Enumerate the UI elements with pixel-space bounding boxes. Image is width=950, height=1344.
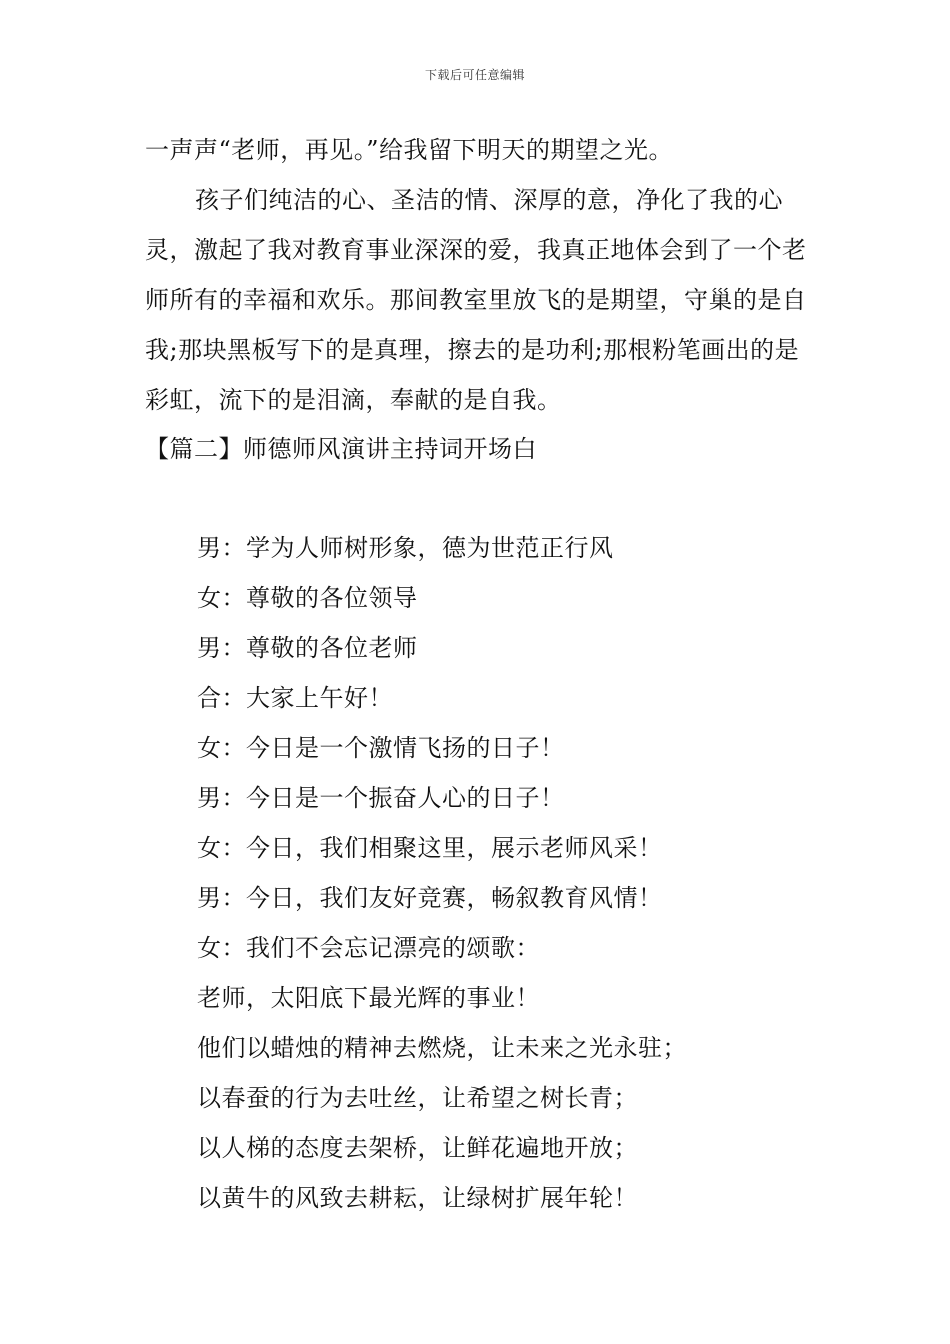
dialogue-line: 以人梯的态度去架桥，让鲜花遍地开放；	[197, 1134, 638, 1162]
page-header-note: 下载后可任意编辑	[424, 68, 525, 82]
dialogue-line: 女：我们不会忘记漂亮的颂歌：	[197, 934, 540, 962]
dialogue-line: 女：今日是一个激情飞扬的日子！	[197, 734, 565, 762]
paragraph-reflection-text: 孩子们纯洁的心、圣洁的情、深厚的意，净化了我的心灵，激起了我对教育事业深深的爱，我真正地体会到了一个老师所有的幸福和欢乐。那间教室里放飞的是期望，守巢的是自我;那块黑板写下的是真理，擦去的是功利;那根粉笔画出的是彩虹，流下的是泪滴，奉献的是自我。	[145, 186, 807, 414]
dialogue-line: 老师，太阳底下最光辉的事业！	[197, 984, 540, 1012]
paragraph-reflection	[145, 175, 810, 425]
host-dialogue-list	[197, 523, 687, 1223]
dialogue-line: 男：今日，我们友好竞赛，畅叙教育风情！	[197, 884, 663, 912]
dialogue-line: 以黄牛的风致去耕耘，让绿树扩展年轮！	[197, 1184, 638, 1212]
dialogue-line: 合：大家上午好！	[197, 684, 393, 712]
dialogue-line: 他们以蜡烛的精神去燃烧，让未来之光永驻；	[197, 1034, 687, 1062]
dialogue-line: 女：尊敬的各位领导	[197, 584, 418, 612]
dialogue-line: 男：学为人师树形象，德为世范正行风	[197, 534, 614, 562]
section-title: 【篇二】师德师风演讲主持词开场白	[145, 435, 537, 463]
dialogue-line: 以春蚕的行为去吐丝，让希望之树长青；	[197, 1084, 638, 1112]
dialogue-line: 男：今日是一个振奋人心的日子！	[197, 784, 565, 812]
paragraph-closing-line: 一声声“老师，再见。”给我留下明天的期望之光。	[145, 136, 674, 164]
dialogue-line: 女：今日，我们相聚这里，展示老师风采！	[197, 834, 663, 862]
dialogue-line: 男：尊敬的各位老师	[197, 634, 418, 662]
